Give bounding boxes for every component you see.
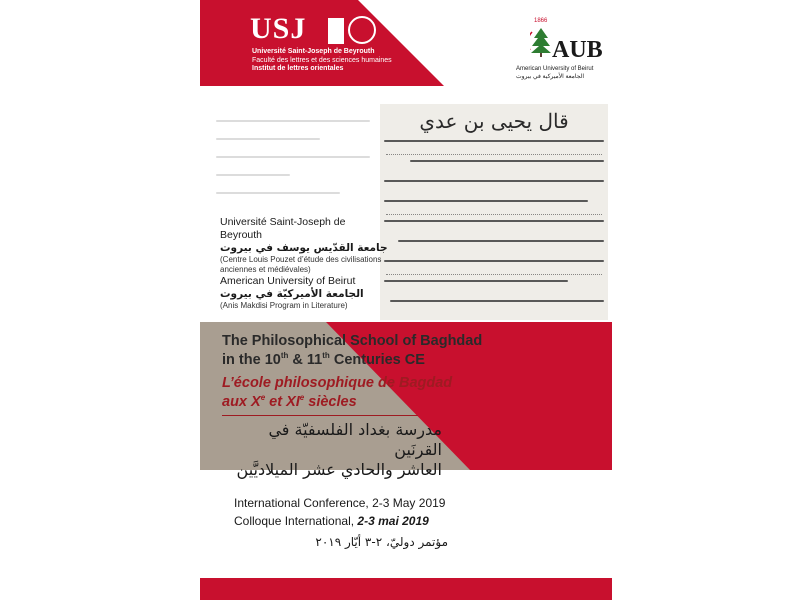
manuscript-diacritics xyxy=(386,148,602,155)
aub-logo-year: 1866 xyxy=(534,18,548,24)
usj-logo xyxy=(250,14,390,80)
institution-usj xyxy=(220,216,390,275)
manuscript-line xyxy=(384,140,604,142)
institution-program: (Anis Makdisi Program in Literature) xyxy=(220,301,348,310)
usj-logo-line-1: Université Saint-Joseph de Beyrouth xyxy=(252,48,375,55)
aub-logo-line-2: الجامعة الأميركية في بيروت xyxy=(516,74,585,80)
usj-logo-line-2: Faculté des lettres et des sciences humaines xyxy=(252,57,392,64)
conference-arabic: مؤتمر دوليّ، ٢-٣ أيّار ٢٠١٩ xyxy=(315,535,448,549)
title-english xyxy=(222,332,482,370)
manuscript-line xyxy=(384,200,588,202)
conference-english: International Conference, 2-3 May 2019 xyxy=(234,496,446,510)
manuscript-heading: قال يحيى بن عدي xyxy=(419,109,569,133)
institution-name: Université Saint-Joseph de Beyrouth xyxy=(220,216,346,241)
conference-french-date: 2-3 mai 2019 xyxy=(357,514,429,528)
title-french-line-1: L’école philosophique de Bagdad xyxy=(222,375,453,391)
title-english-line-2: in the 10 xyxy=(222,352,281,368)
institution-name-arabic: جامعة القدّيس يوسف في بيروت xyxy=(220,242,388,254)
manuscript-diacritics xyxy=(386,268,602,275)
seal-icon xyxy=(348,16,376,44)
manuscript-line xyxy=(398,240,604,242)
manuscript-line xyxy=(384,280,568,282)
institution-name-arabic: الجامعة الأميركيّة في بيروت xyxy=(220,288,364,300)
title-french-line-2: aux X xyxy=(222,394,261,410)
title-english-line-1: The Philosophical School of Baghdad xyxy=(222,333,483,349)
poster xyxy=(200,0,612,600)
title-french-line-2: siècles xyxy=(304,394,357,410)
conference-french xyxy=(234,512,445,530)
manuscript-diacritics xyxy=(386,208,602,215)
ordinal-suffix: th xyxy=(322,351,330,361)
aub-logo xyxy=(512,16,608,82)
faint-manuscript-image xyxy=(200,104,380,224)
manuscript-line xyxy=(384,260,604,262)
institution-aub xyxy=(220,275,390,311)
cedar-icon xyxy=(530,26,552,58)
manuscript-image xyxy=(380,104,608,320)
manuscript-line xyxy=(384,180,604,182)
institution-name: American University of Beirut xyxy=(220,275,356,287)
title-arabic-line-2: العاشر والحادي عشر الميلاديَّين xyxy=(236,460,442,479)
aub-logo-wordmark: AUB xyxy=(552,37,603,63)
usj-logo-line-3: Institut de lettres orientales xyxy=(252,65,344,72)
ordinal-suffix: e xyxy=(299,393,305,403)
conference-dates xyxy=(234,494,445,530)
conference-french-label: Colloque International, xyxy=(234,514,358,528)
usj-logo-wordmark: USJ xyxy=(250,12,307,45)
book-icon xyxy=(328,18,344,44)
title-band xyxy=(200,322,612,479)
title-english-line-2: Centuries CE xyxy=(329,352,425,368)
aub-logo-line-1: American University of Beirut xyxy=(516,66,594,72)
manuscript-line xyxy=(384,220,604,222)
footer-band xyxy=(200,578,612,600)
manuscript-line xyxy=(410,160,604,162)
title-divider xyxy=(222,415,418,416)
title-french xyxy=(222,374,452,412)
ordinal-suffix: e xyxy=(260,393,266,403)
manuscript-line xyxy=(390,300,604,302)
title-arabic xyxy=(222,420,442,480)
title-arabic-line-1: مدرسة بغداد الفلسفيّة في القرنَين xyxy=(268,420,442,459)
institution-centre: (Centre Louis Pouzet d’étude des civilisations anciennes et médiévales) xyxy=(220,255,382,274)
title-french-line-2: et XI xyxy=(265,394,300,410)
ordinal-suffix: th xyxy=(280,351,289,361)
title-english-line-2: & 11 xyxy=(288,352,323,368)
